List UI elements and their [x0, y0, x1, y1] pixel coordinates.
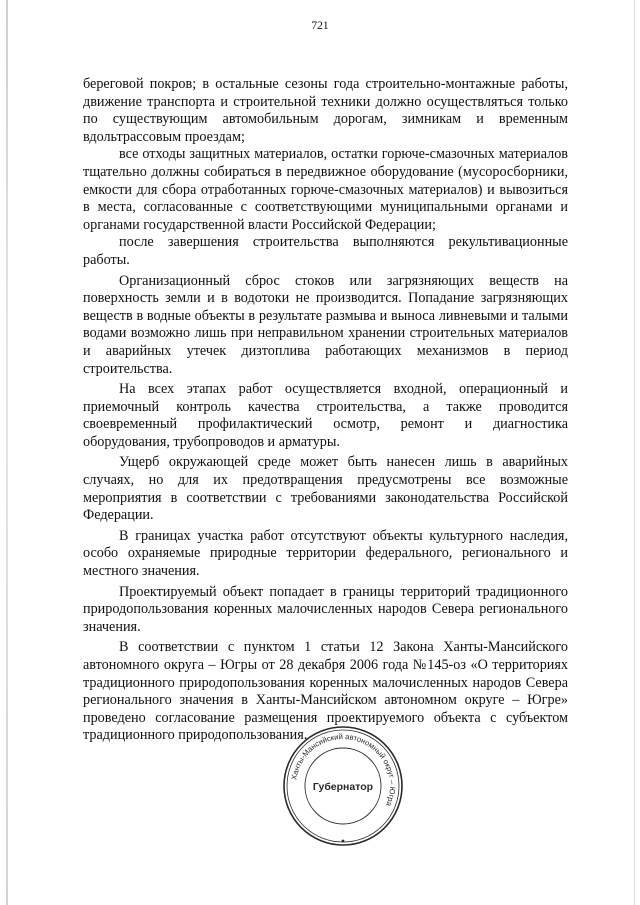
seal-ring-text: Ханты-Мансийский автономный округ – Югра: [289, 731, 398, 808]
paragraph-3: после завершения строительства выполняются рекультивационные работы.: [83, 234, 568, 268]
seal-center-text: Губернатор: [312, 781, 374, 793]
paragraph-8: Проектируемый объект попадает в границы территорий традиционного природопользования коренных малочисленных народов Севера регионального значения.: [83, 583, 568, 635]
paragraph-1: береговой покров; в остальные сезоны года строительно-монтажные работы, движение транспорта и строительной техники должно осуществляться только по существующим автомобильным дорогам, зимникам и временным вдольтрассовым проездам;: [83, 76, 568, 145]
scan-edge-left: [6, 0, 8, 905]
paragraph-5: На всех этапах работ осуществляется входной, операционный и приемочный контроль качества строительства, а также проводится своевременный профилактический осмотр, ремонт и диагностика оборудования, трубопроводов и арматуры.: [83, 381, 568, 450]
paragraph-2: все отходы защитных материалов, остатки горюче-смазочных материалов тщательно должны собираться в передвижное оборудование (мусоросборники, емкости для сбора отработанных горюче-смазочных материалов) и вывозиться в места, согласованные с соответствующими муниципальными органами и органами государственной власти Российской Федерации;: [83, 146, 568, 233]
seal-graphic: [281, 724, 405, 848]
paragraph-4: Организационный сброс стоков или загрязняющих веществ на поверхность земли и в водотоки не производится. Попадание загрязняющих веществ в водные объекты в результате размыва и выноса ливневыми и талыми водами возможно лишь при неправильном хранении строительных материалов и аварийных утечек дизтоплива работающих механизмов в период строительства.: [83, 272, 568, 377]
paragraph-6: Ущерб окружающей среде может быть нанесен лишь в аварийных случаях, но для их предотвращения предусмотрены все возможные мероприятия в соответствии с требованиями законодательства Российской Федерации.: [83, 454, 568, 524]
document-body: [83, 76, 568, 745]
paragraph-7: В границах участка работ отсутствуют объекты культурного наследия, особо охраняемые природные территории федерального, регионального и местного значения.: [83, 527, 568, 580]
page-number: 721: [311, 20, 329, 32]
seal-dot-mark: [342, 840, 345, 843]
paragraph-9: В соответствии с пунктом 1 статьи 12 Закона Ханты-Мансийского автономного округа – Югры от 28 декабря 2006 года №145-оз «О территориях традиционного природопользования коренных малочисленных народов Севера регионального значения в Ханты-Мансийском автономном округе – Югре» проведено согласование размещения проектируемого объекта с субъектом традиционного природопользования.: [83, 639, 568, 744]
scan-edge-right: [634, 0, 635, 905]
official-seal-stamp: [281, 724, 405, 848]
